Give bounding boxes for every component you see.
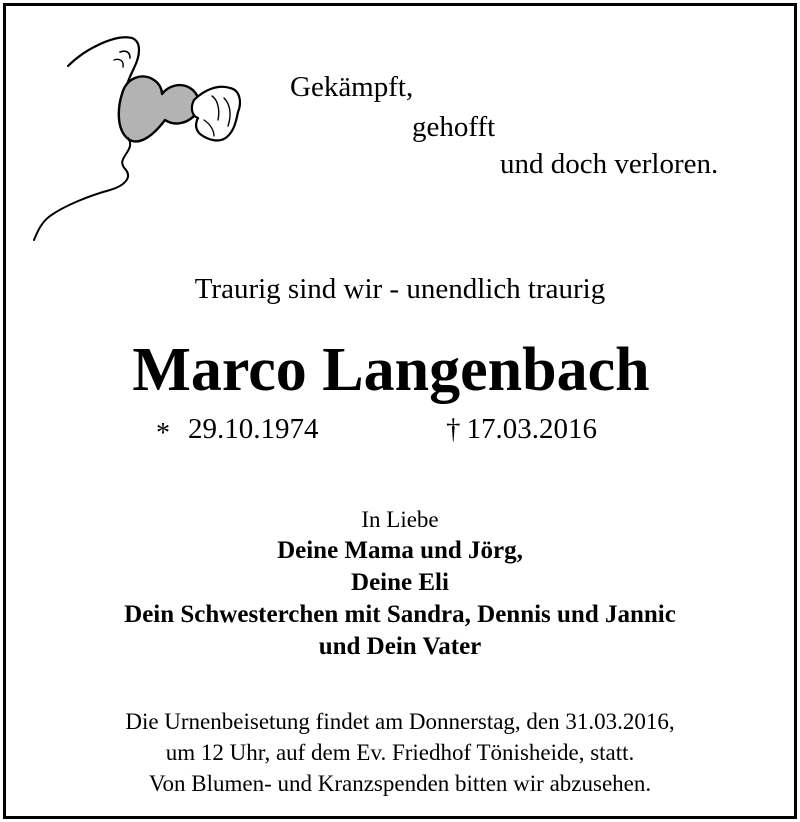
motto-line-3: und doch verloren. xyxy=(500,148,719,180)
funeral-notice xyxy=(0,706,800,799)
notice-line-3: Von Blumen- und Kranzspenden bitten wir abzusehen. xyxy=(148,771,652,796)
deceased-name: Marco Langenbach xyxy=(132,336,650,404)
motto-line-1: Gekämpft, xyxy=(290,71,414,103)
birth-star-icon: * xyxy=(156,418,170,449)
notice-line-1: Die Urnenbeisetung findet am Donnerstag, den 31.03.2016, xyxy=(125,709,675,734)
intro-text: Traurig sind wir - unendlich traurig xyxy=(194,273,606,305)
closing-block xyxy=(0,505,800,663)
mourner-line: und Dein Vater xyxy=(318,633,482,660)
death-cross-icon: † xyxy=(446,413,461,445)
winged-heart-icon xyxy=(28,30,258,245)
closing-greeting: In Liebe xyxy=(361,507,439,532)
mourner-line: Deine Mama und Jörg, xyxy=(277,537,523,564)
notice-line-2: um 12 Uhr, auf dem Ev. Friedhof Tönisheide, statt. xyxy=(165,740,635,765)
birth-date: 29.10.1974 xyxy=(188,413,319,445)
death-date-group xyxy=(446,412,597,446)
mourner-line: Dein Schwesterchen mit Sandra, Dennis und Jannic xyxy=(124,601,676,628)
birth-date-group xyxy=(156,412,319,447)
life-dates xyxy=(0,412,800,449)
mourner-line: Deine Eli xyxy=(351,569,449,596)
death-date: 17.03.2016 xyxy=(466,413,597,445)
motto-line-2: gehofft xyxy=(412,111,496,143)
